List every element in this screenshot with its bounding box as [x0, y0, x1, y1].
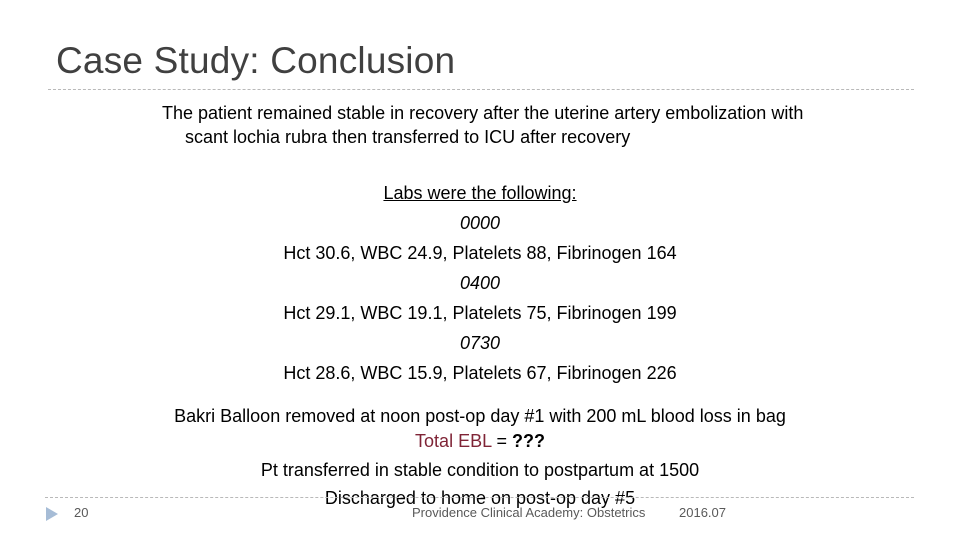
footer-divider: [45, 497, 914, 498]
labs-heading: Labs were the following:: [383, 183, 577, 203]
slide-title: Case Study: Conclusion: [56, 40, 456, 81]
footer-text: Providence Clinical Academy: Obstetrics: [412, 505, 646, 520]
triangle-bullet-icon: [46, 507, 58, 521]
lab-time: 0730: [459, 333, 501, 353]
lab-values: Hct 30.6, WBC 24.9, Platelets 88, Fibrinogen 164: [283, 243, 677, 263]
ebl-equals: =: [491, 431, 512, 451]
slide-number: 20: [74, 505, 89, 520]
intro-paragraph: The patient remained stable in recovery after the uterine artery embolization with scant lochia rubra then transferred to ICU after recovery: [162, 103, 804, 147]
labs-section: [180, 178, 780, 388]
footer-date: 2016.07: [679, 505, 726, 520]
bakri-statement: [160, 404, 800, 454]
lab-time: 0000: [459, 213, 501, 233]
bakri-text: Bakri Balloon removed at noon post-op day #1 with 200 mL blood loss in bag: [174, 406, 786, 426]
ebl-value: ???: [511, 431, 545, 451]
title-divider: [48, 89, 914, 90]
ebl-label: Total EBL: [415, 431, 492, 451]
transfer-statement: Pt transferred in stable condition to postpartum at 1500: [260, 460, 700, 480]
lab-values: Hct 28.6, WBC 15.9, Platelets 67, Fibrinogen 226: [283, 363, 677, 383]
lab-time: 0400: [459, 273, 501, 293]
discharge-statement: Discharged to home on post-op day #5: [324, 488, 636, 508]
lab-values: Hct 29.1, WBC 19.1, Platelets 75, Fibrinogen 199: [283, 303, 677, 323]
